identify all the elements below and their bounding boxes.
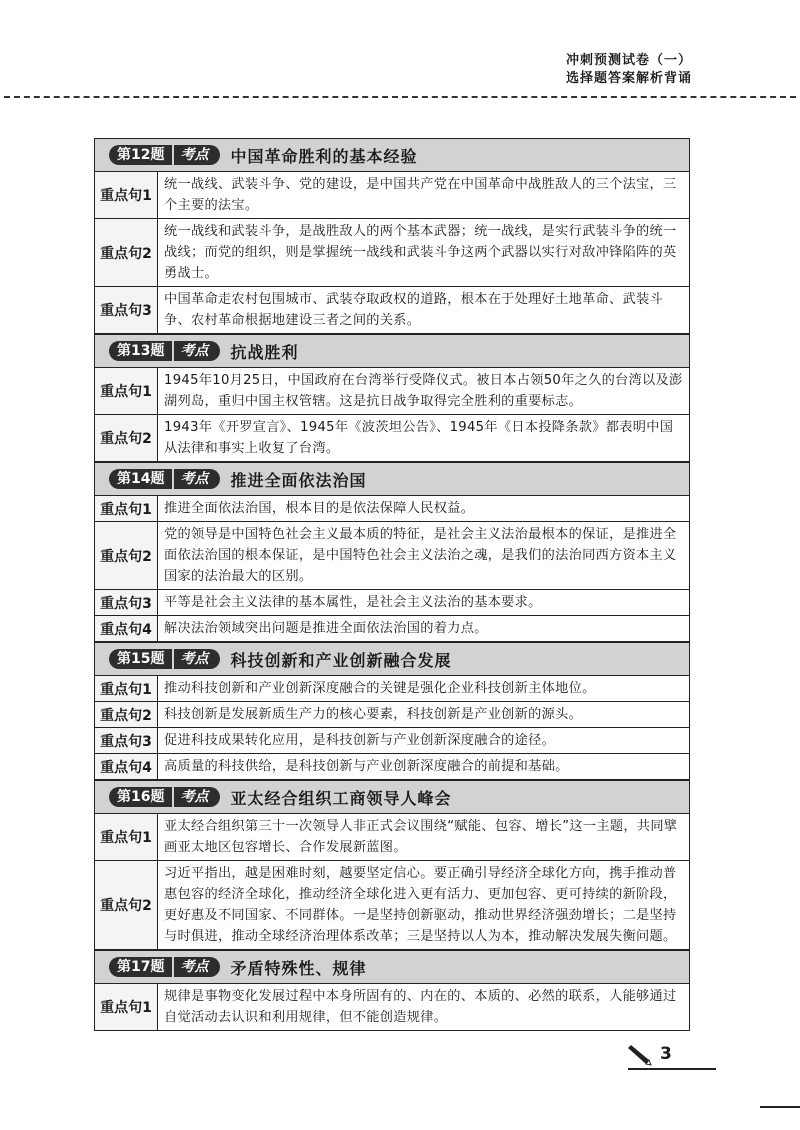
page-header [566, 52, 692, 88]
key-sentence-label: 重点句3 [95, 287, 158, 333]
key-sentence-label: 重点句3 [95, 728, 158, 753]
key-sentence-label: 重点句3 [95, 590, 158, 615]
table-row [95, 702, 689, 728]
table-row [95, 616, 689, 642]
key-sentence-text: 亚太经合组织第三十一次领导人非正式会议围绕“赋能、包容、增长”这一主题，共同擘画亚太地区包容增长、合作发展新蓝图。 [164, 819, 678, 855]
key-sentence-label: 重点句1 [95, 172, 158, 218]
key-sentence-text: 科技创新是发展新质生产力的核心要素，科技创新是产业创新的源头。 [164, 707, 583, 722]
key-sentence-text: 统一战线、武装斗争、党的建设，是中国共产党在中国革命中战胜敌人的三个法宝，三个主要的法宝。 [164, 177, 677, 213]
table-row [95, 590, 689, 616]
section [95, 642, 689, 780]
question-number-badge: 第13题 [109, 341, 172, 361]
topic-tag-badge: 考点 [174, 341, 220, 361]
key-sentence-text: 习近平指出，越是困难时刻，越要坚定信心。要正确引导经济全球化方向，携手推动普惠包容的经济全球化，推动经济全球化进入更有活力、更加包容、更可持续的新阶段，更好惠及不同国家、不同群体。一是坚持创新驱动，推动世界经济强劲增长；二是坚持与时俱进，推动全球经济治理体系改革；三是坚持以人为本，推动解决发展失衡问题。 [164, 866, 677, 944]
question-number-badge: 第14题 [109, 469, 172, 489]
section [95, 780, 689, 950]
section-title: 科技创新和产业创新融合发展 [230, 650, 452, 670]
table-row [95, 984, 689, 1030]
question-number-badge: 第12题 [109, 145, 172, 165]
table-row [95, 368, 689, 415]
pencil-icon [626, 1042, 656, 1068]
key-sentence-text: 推进全面依法治国，根本目的是依法保障人民权益。 [164, 501, 475, 516]
table-row [95, 676, 689, 702]
section-title: 亚太经合组织工商领导人峰会 [230, 788, 452, 808]
key-sentence-label: 重点句4 [95, 616, 158, 641]
key-sentence-text: 1943年《开罗宣言》、1945年《波茨坦公告》、1945年《日本投降条款》都表明中国从法律和事实上收复了台湾。 [164, 420, 674, 456]
key-sentence-text: 党的领导是中国特色社会主义最本质的特征，是社会主义法治最根本的保证，是推进全面依法治国的根本保证，是中国特色社会主义法治之魂，是我们的法治同西方资本主义国家的法治最大的区别。 [164, 527, 677, 584]
table-row [95, 861, 689, 950]
key-sentence-label: 重点句1 [95, 368, 158, 414]
key-sentence-text: 解决法治领域突出问题是推进全面依法治国的着力点。 [164, 621, 488, 636]
page-number-underline [628, 1068, 716, 1070]
key-sentence-text: 1945年10月25日，中国政府在台湾举行受降仪式。被日本占领50年之久的台湾以及澎湖列岛，重归中国主权管辖。这是抗日战争取得完全胜利的重要标志。 [164, 373, 683, 409]
section-header [95, 334, 689, 368]
table-row [95, 728, 689, 754]
table-row [95, 219, 689, 287]
topic-tag-badge: 考点 [174, 469, 220, 489]
table-row [95, 754, 689, 780]
question-number-badge: 第17题 [109, 957, 172, 977]
header-title: 冲刺预测试卷（一） [565, 53, 692, 68]
section-header [95, 139, 689, 172]
key-sentence-text: 推动科技创新和产业创新深度融合的关键是强化企业科技创新主体地位。 [164, 681, 596, 696]
answer-table [94, 138, 690, 1031]
table-row [95, 814, 689, 861]
table-row [95, 522, 689, 590]
section-header [95, 950, 689, 984]
key-sentence-text: 规律是事物变化发展过程中本身所固有的、内在的、本质的、必然的联系，人能够通过自觉活动去认识和利用规律，但不能创造规律。 [164, 989, 677, 1025]
question-number-badge: 第16题 [109, 787, 172, 807]
header-subtitle: 选择题答案解析背诵 [565, 71, 692, 86]
key-sentence-text: 统一战线和武装斗争，是战胜敌人的两个基本武器；统一战线，是实行武装斗争的统一战线；而党的组织，则是掌握统一战线和武装斗争这两个武器以实行对敌冲锋陷阵的英勇战士。 [164, 224, 677, 281]
key-sentence-text: 促进科技成果转化应用，是科技创新与产业创新深度融合的途径。 [164, 733, 556, 748]
section-title: 推进全面依法治国 [230, 470, 367, 490]
table-row [95, 172, 689, 219]
key-sentence-label: 重点句4 [95, 754, 158, 779]
table-row [95, 496, 689, 522]
key-sentence-label: 重点句1 [95, 676, 158, 701]
section-title: 中国革命胜利的基本经验 [230, 146, 418, 166]
section-header [95, 780, 689, 814]
section-header [95, 462, 689, 496]
key-sentence-text: 平等是社会主义法律的基本属性，是社会主义法治的基本要求。 [164, 595, 542, 610]
section-title: 矛盾特殊性、规律 [230, 958, 367, 978]
section [95, 950, 689, 1030]
page-number: 3 [660, 1044, 672, 1064]
topic-tag-badge: 考点 [174, 145, 220, 165]
key-sentence-label: 重点句1 [95, 984, 158, 1030]
topic-tag-badge: 考点 [174, 787, 220, 807]
header-divider [4, 96, 796, 98]
section-title: 抗战胜利 [230, 342, 299, 362]
table-row [95, 415, 689, 462]
key-sentence-label: 重点句1 [95, 814, 158, 860]
key-sentence-label: 重点句1 [95, 496, 158, 521]
section-header [95, 642, 689, 676]
topic-tag-badge: 考点 [174, 957, 220, 977]
section [95, 139, 689, 334]
key-sentence-label: 重点句2 [95, 702, 158, 727]
section [95, 462, 689, 642]
corner-mark [760, 1106, 800, 1108]
key-sentence-label: 重点句2 [95, 522, 158, 589]
question-number-badge: 第15题 [109, 649, 172, 669]
table-row [95, 287, 689, 334]
key-sentence-label: 重点句2 [95, 861, 158, 949]
topic-tag-badge: 考点 [174, 649, 220, 669]
key-sentence-label: 重点句2 [95, 415, 158, 461]
section [95, 334, 689, 462]
key-sentence-label: 重点句2 [95, 219, 158, 286]
key-sentence-text: 中国革命走农村包围城市、武装夺取政权的道路，根本在于处理好土地革命、武装斗争、农村革命根据地建设三者之间的关系。 [164, 292, 664, 328]
key-sentence-text: 高质量的科技供给，是科技创新与产业创新深度融合的前提和基础。 [164, 759, 569, 774]
